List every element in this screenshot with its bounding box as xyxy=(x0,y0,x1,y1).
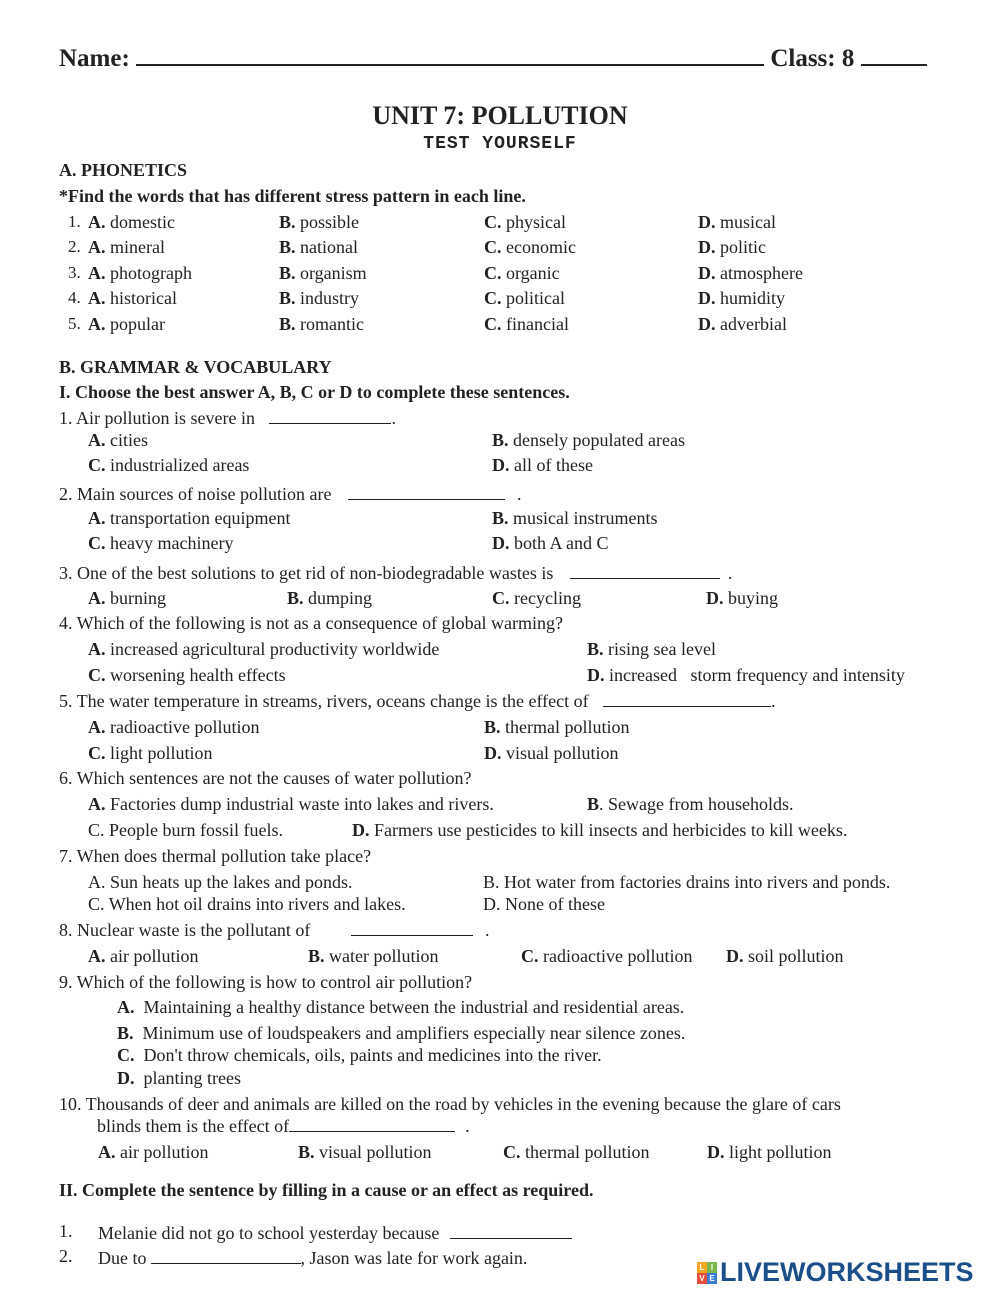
option-c[interactable]: C. heavy machinery xyxy=(88,533,234,553)
question-6: 6. Which sentences are not the causes of water pollution? xyxy=(59,768,472,788)
question-10: 10. Thousands of deer and animals are killed on the road by vehicles in the evening because the glare of cars xyxy=(59,1094,841,1114)
question-stem: 3. One of the best solutions to get rid of non-biodegradable wastes is xyxy=(59,563,554,583)
answer-blank[interactable] xyxy=(289,1115,455,1132)
option-a[interactable]: A. Maintaining a healthy distance between the industrial and residential areas. xyxy=(117,997,685,1017)
option-c[interactable]: C. economic xyxy=(484,237,576,257)
option-a[interactable]: A. increased agricultural productivity worldwide xyxy=(88,639,440,659)
row-number: 3. xyxy=(68,263,81,282)
option-c[interactable]: C. organic xyxy=(484,263,560,283)
option-b[interactable]: B. Minimum use of loudspeakers and amplifiers especially near silence zones. xyxy=(117,1023,686,1043)
option-d[interactable]: D. visual pollution xyxy=(484,743,619,763)
phonetics-instruction: *Find the words that has different stress pattern in each line. xyxy=(59,186,526,206)
phonetics-heading: A. PHONETICS xyxy=(59,160,188,180)
question-stem: 5. The water temperature in streams, rivers, oceans change is the effect of xyxy=(59,691,589,711)
sentence-text: Melanie did not go to school yesterday because xyxy=(98,1222,572,1242)
option-b[interactable]: B. water pollution xyxy=(308,946,439,966)
option-c[interactable]: C. political xyxy=(484,288,565,308)
option-c[interactable]: C. financial xyxy=(484,314,569,334)
question-3: 3. One of the best solutions to get rid of non-biodegradable wastes is . xyxy=(59,563,733,583)
question-stem: 1. Air pollution is severe in xyxy=(59,408,255,428)
row-number: 1. xyxy=(68,212,81,231)
option-c[interactable]: C. physical xyxy=(484,212,566,232)
option-c[interactable]: C. Don't throw chemicals, oils, paints and medicines into the river. xyxy=(117,1045,602,1065)
logo-text: LIVEWORKSHEETS xyxy=(720,1257,974,1287)
option-a[interactable]: A. air pollution xyxy=(88,946,199,966)
answer-blank[interactable] xyxy=(351,919,473,936)
sentence-number: 1. xyxy=(59,1221,73,1241)
option-b[interactable]: B. rising sea level xyxy=(587,639,716,659)
option-c[interactable]: C. worsening health effects xyxy=(88,665,286,685)
answer-blank[interactable] xyxy=(269,407,391,424)
question-4: 4. Which of the following is not as a consequence of global warming? xyxy=(59,613,564,633)
option-a[interactable]: A. popular xyxy=(88,314,165,334)
question-stem: 2. Main sources of noise pollution are xyxy=(59,484,332,504)
option-b[interactable]: B. dumping xyxy=(287,588,373,608)
option-d[interactable]: D. Farmers use pesticides to kill insects and herbicides to kill weeks. xyxy=(352,820,848,840)
option-d[interactable]: D. politic xyxy=(698,237,766,257)
option-c[interactable]: C. When hot oil drains into rivers and lakes. xyxy=(88,894,406,914)
question-5: 5. The water temperature in streams, rivers, oceans change is the effect of . xyxy=(59,691,776,711)
option-d[interactable]: D. humidity xyxy=(698,288,786,308)
name-label: Name: xyxy=(59,45,130,72)
row-number: 5. xyxy=(68,314,81,333)
option-a[interactable]: A. historical xyxy=(88,288,177,308)
option-d[interactable]: D. all of these xyxy=(492,455,593,475)
liveworksheets-icon: L I V E xyxy=(697,1262,717,1284)
row-number: 2. xyxy=(68,237,81,256)
answer-blank[interactable] xyxy=(450,1222,572,1239)
option-b[interactable]: B. romantic xyxy=(279,314,364,334)
option-c[interactable]: C. radioactive pollution xyxy=(521,946,693,966)
option-b[interactable]: B. musical instruments xyxy=(492,508,658,528)
row-number: 4. xyxy=(68,288,81,307)
page-subtitle: TEST YOURSELF xyxy=(423,134,577,154)
option-d[interactable]: D. buying xyxy=(706,588,779,608)
option-b[interactable]: B. organism xyxy=(279,263,367,283)
liveworksheets-logo xyxy=(697,1257,974,1288)
option-d[interactable]: D. adverbial xyxy=(698,314,787,334)
class-field[interactable] xyxy=(861,44,927,66)
option-b[interactable]: B. national xyxy=(279,237,358,257)
answer-blank[interactable] xyxy=(570,562,720,579)
option-c[interactable]: C. light pollution xyxy=(88,743,213,763)
option-a[interactable]: A. transportation equipment xyxy=(88,508,291,528)
name-field[interactable] xyxy=(136,44,764,66)
grammar-instruction: I. Choose the best answer A, B, C or D to complete these sentences. xyxy=(59,382,570,402)
option-a[interactable]: A. domestic xyxy=(88,212,175,232)
option-d[interactable]: D. increased storm frequency and intensity xyxy=(587,665,905,685)
option-d[interactable]: D. musical xyxy=(698,212,776,232)
part2-heading: II. Complete the sentence by filling in a cause or an effect as required. xyxy=(59,1180,594,1200)
option-b[interactable]: B. possible xyxy=(279,212,360,232)
question-9: 9. Which of the following is how to control air pollution? xyxy=(59,972,473,992)
option-a[interactable]: A. air pollution xyxy=(98,1142,209,1162)
name-class-line xyxy=(59,44,927,71)
option-d[interactable]: D. planting trees xyxy=(117,1068,241,1088)
grammar-heading: B. GRAMMAR & VOCABULARY xyxy=(59,357,332,377)
option-c[interactable]: C. recycling xyxy=(492,588,581,608)
question-8: 8. Nuclear waste is the pollutant of . xyxy=(59,920,490,940)
question-stem: 8. Nuclear waste is the pollutant of xyxy=(59,920,311,940)
sentence-number: 2. xyxy=(59,1246,73,1266)
question-7: 7. When does thermal pollution take place? xyxy=(59,846,372,866)
sentence-text: Due to , Jason was late for work again. xyxy=(98,1248,528,1268)
question-1: 1. Air pollution is severe in . xyxy=(59,408,396,428)
option-a[interactable]: A. cities xyxy=(88,430,148,450)
option-d[interactable]: D. atmosphere xyxy=(698,263,803,283)
option-a[interactable]: A. photograph xyxy=(88,263,192,283)
page-title: UNIT 7: POLLUTION xyxy=(372,101,628,130)
option-c[interactable]: C. industrialized areas xyxy=(88,455,250,475)
option-c[interactable]: C. thermal pollution xyxy=(503,1142,650,1162)
option-c[interactable]: C. People burn fossil fuels. xyxy=(88,820,283,840)
option-d[interactable]: D. both A and C xyxy=(492,533,609,553)
option-a[interactable]: A. burning xyxy=(88,588,166,608)
question-2: 2. Main sources of noise pollution are . xyxy=(59,484,522,504)
option-a[interactable]: A. Factories dump industrial waste into lakes and rivers. xyxy=(88,794,494,814)
class-label: Class: 8 xyxy=(770,45,855,72)
answer-blank[interactable] xyxy=(151,1247,301,1264)
option-b[interactable]: B. densely populated areas xyxy=(492,430,685,450)
option-b[interactable]: B. industry xyxy=(279,288,360,308)
option-a[interactable]: A. mineral xyxy=(88,237,165,257)
option-b[interactable]: B. Hot water from factories drains into rivers and ponds. xyxy=(483,872,891,892)
option-d[interactable]: D. soil pollution xyxy=(726,946,844,966)
option-a[interactable]: A. radioactive pollution xyxy=(88,717,260,737)
answer-blank[interactable] xyxy=(348,483,505,500)
option-d[interactable]: D. None of these xyxy=(483,894,605,914)
option-a[interactable]: A. Sun heats up the lakes and ponds. xyxy=(88,872,353,892)
option-b[interactable]: B. Sewage from households. xyxy=(587,794,794,814)
question-10-line2: blinds them is the effect of . xyxy=(97,1116,470,1136)
option-b[interactable]: B. visual pollution xyxy=(298,1142,432,1162)
answer-blank[interactable] xyxy=(603,690,771,707)
option-b[interactable]: B. thermal pollution xyxy=(484,717,630,737)
option-d[interactable]: D. light pollution xyxy=(707,1142,832,1162)
